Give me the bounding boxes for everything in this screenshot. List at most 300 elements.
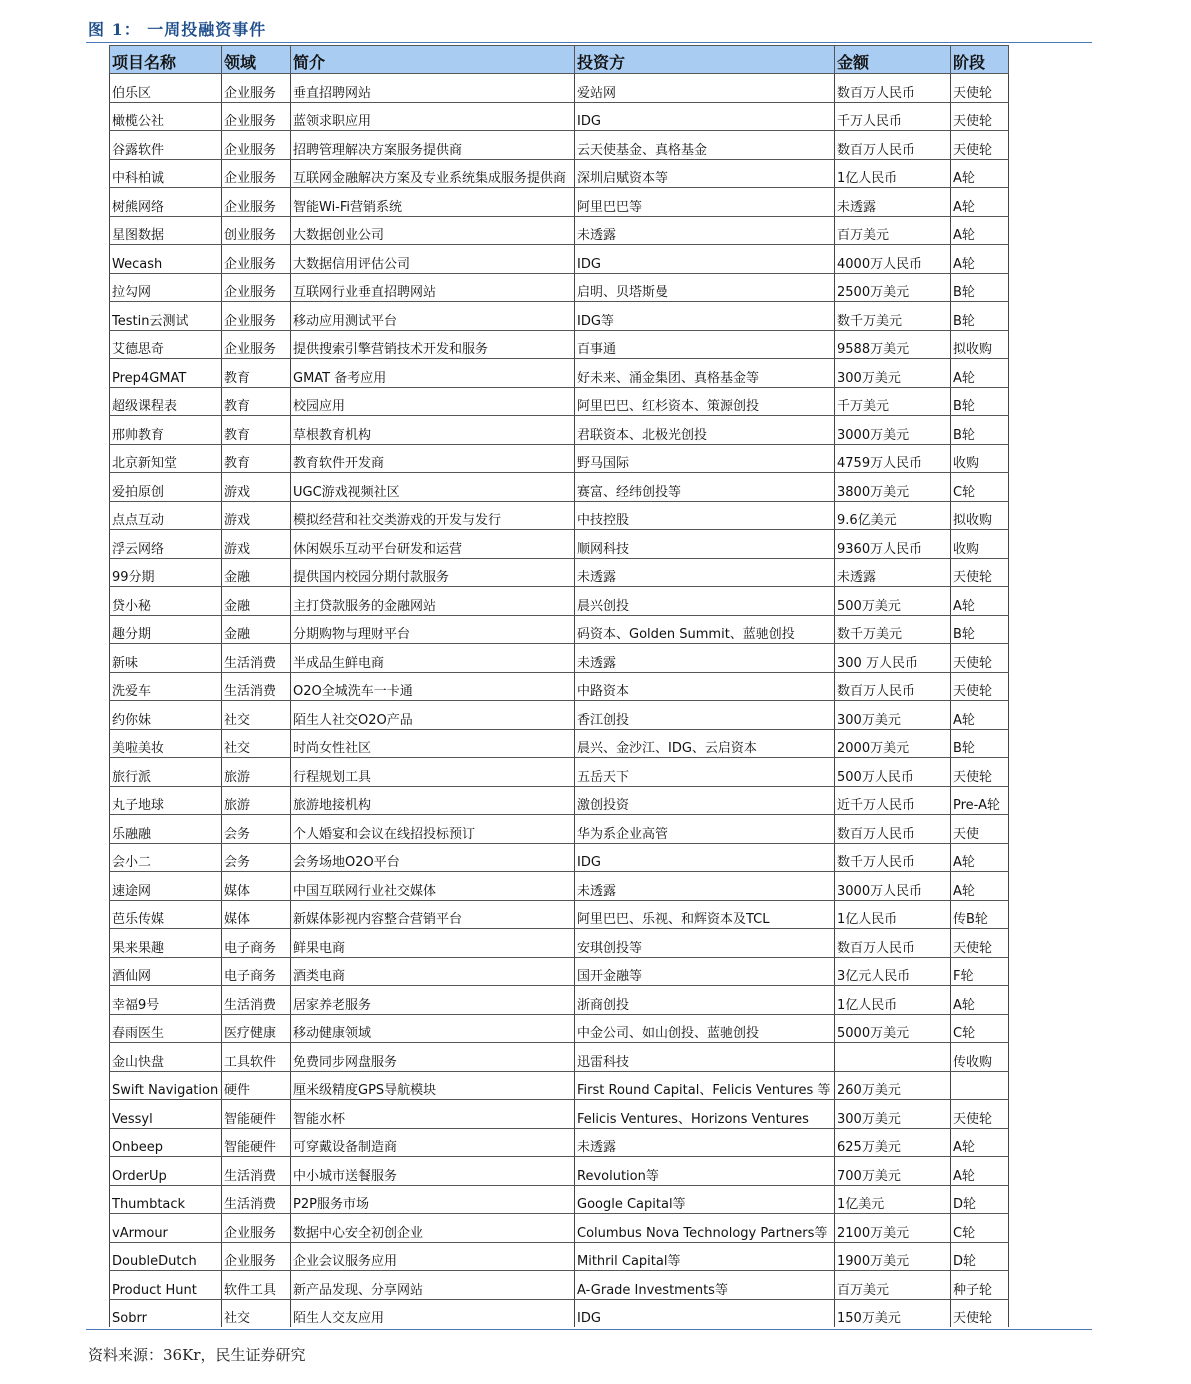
cell-stage: 收购 bbox=[951, 530, 1009, 559]
cell-amount: 1亿美元 bbox=[835, 1185, 951, 1214]
cell-amount: 2000万美元 bbox=[835, 729, 951, 758]
cell-stage: A轮 bbox=[951, 872, 1009, 901]
cell-stage: 天使轮 bbox=[951, 558, 1009, 587]
cell-description: 主打贷款服务的金融网站 bbox=[291, 587, 575, 616]
cell-field: 生活消费 bbox=[222, 986, 291, 1015]
header-amount: 金额 bbox=[835, 46, 951, 74]
cell-description: 数据中心安全初创企业 bbox=[291, 1214, 575, 1243]
cell-investors: 阿里巴巴、红杉资本、策源创投 bbox=[575, 387, 835, 416]
cell-project-name: Wecash bbox=[110, 245, 222, 274]
cell-project-name: 邢帅教育 bbox=[110, 416, 222, 445]
cell-investors: 百事通 bbox=[575, 330, 835, 359]
cell-description: 校园应用 bbox=[291, 387, 575, 416]
table-row bbox=[110, 1071, 1009, 1100]
cell-investors: 五岳天下 bbox=[575, 758, 835, 787]
cell-field: 媒体 bbox=[222, 900, 291, 929]
cell-stage: A轮 bbox=[951, 843, 1009, 872]
cell-investors: 爱站网 bbox=[575, 74, 835, 103]
cell-amount: 700万美元 bbox=[835, 1157, 951, 1186]
cell-description: 大数据信用评估公司 bbox=[291, 245, 575, 274]
cell-investors: Google Capital等 bbox=[575, 1185, 835, 1214]
cell-investors: 赛富、经纬创投等 bbox=[575, 473, 835, 502]
cell-field: 社交 bbox=[222, 1299, 291, 1327]
table-row bbox=[110, 587, 1009, 616]
cell-project-name: Vessyl bbox=[110, 1100, 222, 1129]
cell-description: P2P服务市场 bbox=[291, 1185, 575, 1214]
cell-description: 居家养老服务 bbox=[291, 986, 575, 1015]
table-row bbox=[110, 416, 1009, 445]
cell-project-name: 星图数据 bbox=[110, 216, 222, 245]
cell-project-name: Onbeep bbox=[110, 1128, 222, 1157]
cell-investors: 顺网科技 bbox=[575, 530, 835, 559]
table-row bbox=[110, 1299, 1009, 1327]
cell-amount: 1亿人民币 bbox=[835, 986, 951, 1015]
cell-stage: B轮 bbox=[951, 615, 1009, 644]
cell-field: 企业服务 bbox=[222, 302, 291, 331]
cell-project-name: 艾德思奇 bbox=[110, 330, 222, 359]
cell-amount: 千万美元 bbox=[835, 387, 951, 416]
table-row bbox=[110, 701, 1009, 730]
cell-investors: IDG bbox=[575, 102, 835, 131]
cell-amount: 未透露 bbox=[835, 188, 951, 217]
table-row bbox=[110, 672, 1009, 701]
cell-project-name: 谷露软件 bbox=[110, 131, 222, 160]
cell-field: 社交 bbox=[222, 701, 291, 730]
cell-stage: A轮 bbox=[951, 188, 1009, 217]
table-row bbox=[110, 273, 1009, 302]
bottom-rule bbox=[86, 1329, 1092, 1330]
cell-field: 生活消费 bbox=[222, 644, 291, 673]
investment-table bbox=[109, 45, 1009, 1327]
header-investors: 投资方 bbox=[575, 46, 835, 74]
table-row bbox=[110, 359, 1009, 388]
cell-project-name: 会小二 bbox=[110, 843, 222, 872]
cell-stage bbox=[951, 1071, 1009, 1100]
cell-description: 个人婚宴和会议在线招投标预订 bbox=[291, 815, 575, 844]
cell-description: 蓝领求职应用 bbox=[291, 102, 575, 131]
table-row bbox=[110, 216, 1009, 245]
cell-amount: 数千万美元 bbox=[835, 615, 951, 644]
table-row bbox=[110, 473, 1009, 502]
cell-investors: IDG bbox=[575, 843, 835, 872]
cell-amount: 1亿人民币 bbox=[835, 900, 951, 929]
cell-amount: 未透露 bbox=[835, 558, 951, 587]
table-row bbox=[110, 1128, 1009, 1157]
cell-amount: 数百万人民币 bbox=[835, 672, 951, 701]
figure-title: 图 1： 一周投融资事件 bbox=[88, 20, 267, 39]
header-description: 简介 bbox=[291, 46, 575, 74]
cell-project-name: 点点互动 bbox=[110, 501, 222, 530]
cell-project-name: Product Hunt bbox=[110, 1271, 222, 1300]
cell-stage: A轮 bbox=[951, 701, 1009, 730]
cell-investors: 香江创投 bbox=[575, 701, 835, 730]
cell-field: 企业服务 bbox=[222, 245, 291, 274]
cell-investors: 未透露 bbox=[575, 872, 835, 901]
cell-field: 企业服务 bbox=[222, 102, 291, 131]
cell-investors: 华为系企业高管 bbox=[575, 815, 835, 844]
cell-description: 时尚女性社区 bbox=[291, 729, 575, 758]
cell-investors: 未透露 bbox=[575, 1128, 835, 1157]
cell-description: 免费同步网盘服务 bbox=[291, 1043, 575, 1072]
cell-field: 旅游 bbox=[222, 758, 291, 787]
table-row bbox=[110, 188, 1009, 217]
cell-description: 招聘管理解决方案服务提供商 bbox=[291, 131, 575, 160]
cell-stage: C轮 bbox=[951, 473, 1009, 502]
table-header-row bbox=[110, 46, 1009, 74]
table-row bbox=[110, 102, 1009, 131]
cell-amount: 300万美元 bbox=[835, 701, 951, 730]
cell-field: 教育 bbox=[222, 444, 291, 473]
cell-stage: B轮 bbox=[951, 729, 1009, 758]
cell-amount: 数百万人民币 bbox=[835, 74, 951, 103]
cell-description: 酒类电商 bbox=[291, 957, 575, 986]
cell-field: 媒体 bbox=[222, 872, 291, 901]
cell-field: 生活消费 bbox=[222, 1185, 291, 1214]
table-row bbox=[110, 900, 1009, 929]
cell-field: 电子商务 bbox=[222, 957, 291, 986]
cell-amount: 数百万人民币 bbox=[835, 929, 951, 958]
cell-description: 会务场地O2O平台 bbox=[291, 843, 575, 872]
cell-amount: 近千万人民币 bbox=[835, 786, 951, 815]
table-row bbox=[110, 1043, 1009, 1072]
table-row bbox=[110, 444, 1009, 473]
cell-amount: 数千万美元 bbox=[835, 302, 951, 331]
table-row bbox=[110, 815, 1009, 844]
cell-stage: A轮 bbox=[951, 359, 1009, 388]
cell-field: 企业服务 bbox=[222, 74, 291, 103]
cell-investors: Revolution等 bbox=[575, 1157, 835, 1186]
cell-amount: 1亿人民币 bbox=[835, 159, 951, 188]
cell-amount: 300万美元 bbox=[835, 1100, 951, 1129]
cell-description: 互联网行业垂直招聘网站 bbox=[291, 273, 575, 302]
cell-project-name: Swift Navigation bbox=[110, 1071, 222, 1100]
cell-investors: 晨兴创投 bbox=[575, 587, 835, 616]
cell-project-name: 拉勾网 bbox=[110, 273, 222, 302]
table-row bbox=[110, 245, 1009, 274]
cell-description: GMAT 备考应用 bbox=[291, 359, 575, 388]
table-row bbox=[110, 1185, 1009, 1214]
cell-field: 企业服务 bbox=[222, 131, 291, 160]
cell-project-name: 超级课程表 bbox=[110, 387, 222, 416]
cell-project-name: 约你妹 bbox=[110, 701, 222, 730]
cell-field: 教育 bbox=[222, 359, 291, 388]
cell-stage: 天使轮 bbox=[951, 74, 1009, 103]
cell-project-name: 新味 bbox=[110, 644, 222, 673]
cell-stage: F轮 bbox=[951, 957, 1009, 986]
cell-field: 企业服务 bbox=[222, 1214, 291, 1243]
cell-project-name: 速途网 bbox=[110, 872, 222, 901]
cell-description: 提供搜索引擎营销技术开发和服务 bbox=[291, 330, 575, 359]
cell-field: 硬件 bbox=[222, 1071, 291, 1100]
cell-description: UGC游戏视频社区 bbox=[291, 473, 575, 502]
cell-stage: A轮 bbox=[951, 245, 1009, 274]
cell-amount: 9360万人民币 bbox=[835, 530, 951, 559]
cell-amount: 9.6亿美元 bbox=[835, 501, 951, 530]
cell-amount: 数千万人民币 bbox=[835, 843, 951, 872]
cell-investors: 阿里巴巴、乐视、和辉资本及TCL bbox=[575, 900, 835, 929]
cell-project-name: 趣分期 bbox=[110, 615, 222, 644]
cell-project-name: 乐融融 bbox=[110, 815, 222, 844]
cell-stage: 传B轮 bbox=[951, 900, 1009, 929]
cell-description: 休闲娱乐互动平台研发和运营 bbox=[291, 530, 575, 559]
cell-project-name: DoubleDutch bbox=[110, 1242, 222, 1271]
table-body bbox=[110, 74, 1009, 1328]
cell-investors: IDG bbox=[575, 1299, 835, 1327]
cell-project-name: 春雨医生 bbox=[110, 1014, 222, 1043]
cell-field: 教育 bbox=[222, 387, 291, 416]
cell-amount: 2500万美元 bbox=[835, 273, 951, 302]
table-row bbox=[110, 872, 1009, 901]
table-row bbox=[110, 929, 1009, 958]
cell-project-name: 爱拍原创 bbox=[110, 473, 222, 502]
cell-stage: 收购 bbox=[951, 444, 1009, 473]
top-rule bbox=[86, 42, 1092, 43]
cell-investors: 好未来、涌金集团、真格基金等 bbox=[575, 359, 835, 388]
cell-project-name: OrderUp bbox=[110, 1157, 222, 1186]
cell-description: 中国互联网行业社交媒体 bbox=[291, 872, 575, 901]
cell-investors: IDG等 bbox=[575, 302, 835, 331]
cell-investors: 码资本、Golden Summit、蓝驰创投 bbox=[575, 615, 835, 644]
cell-stage: C轮 bbox=[951, 1214, 1009, 1243]
table-row bbox=[110, 986, 1009, 1015]
cell-stage: C轮 bbox=[951, 1014, 1009, 1043]
cell-stage: 天使 bbox=[951, 815, 1009, 844]
cell-description: 半成品生鲜电商 bbox=[291, 644, 575, 673]
table-row bbox=[110, 74, 1009, 103]
cell-investors: Columbus Nova Technology Partners等 bbox=[575, 1214, 835, 1243]
cell-field: 生活消费 bbox=[222, 672, 291, 701]
cell-description: 陌生人交友应用 bbox=[291, 1299, 575, 1327]
table-row bbox=[110, 1214, 1009, 1243]
cell-investors: 浙商创投 bbox=[575, 986, 835, 1015]
cell-description: 厘米级精度GPS导航模块 bbox=[291, 1071, 575, 1100]
cell-description: 智能Wi-Fi营销系统 bbox=[291, 188, 575, 217]
cell-field: 游戏 bbox=[222, 501, 291, 530]
table-row bbox=[110, 159, 1009, 188]
cell-stage: 天使轮 bbox=[951, 1299, 1009, 1327]
cell-project-name: 洗爱车 bbox=[110, 672, 222, 701]
cell-field: 软件工具 bbox=[222, 1271, 291, 1300]
cell-stage: 天使轮 bbox=[951, 644, 1009, 673]
cell-project-name: Prep4GMAT bbox=[110, 359, 222, 388]
cell-field: 游戏 bbox=[222, 473, 291, 502]
table-row bbox=[110, 387, 1009, 416]
cell-investors: 迅雷科技 bbox=[575, 1043, 835, 1072]
cell-amount: 150万美元 bbox=[835, 1299, 951, 1327]
cell-amount: 百万美元 bbox=[835, 216, 951, 245]
table-row bbox=[110, 615, 1009, 644]
cell-stage: D轮 bbox=[951, 1242, 1009, 1271]
cell-investors: 启明、贝塔斯曼 bbox=[575, 273, 835, 302]
cell-description: 教育软件开发商 bbox=[291, 444, 575, 473]
cell-field: 企业服务 bbox=[222, 273, 291, 302]
cell-field: 会务 bbox=[222, 843, 291, 872]
cell-field: 企业服务 bbox=[222, 188, 291, 217]
cell-amount: 9588万美元 bbox=[835, 330, 951, 359]
cell-stage: 拟收购 bbox=[951, 501, 1009, 530]
cell-stage: B轮 bbox=[951, 416, 1009, 445]
cell-description: 移动应用测试平台 bbox=[291, 302, 575, 331]
cell-amount: 数百万人民币 bbox=[835, 131, 951, 160]
cell-description: 垂直招聘网站 bbox=[291, 74, 575, 103]
cell-field: 企业服务 bbox=[222, 159, 291, 188]
cell-field: 企业服务 bbox=[222, 330, 291, 359]
table-row bbox=[110, 786, 1009, 815]
cell-investors: 中金公司、如山创投、蓝驰创投 bbox=[575, 1014, 835, 1043]
cell-investors: 君联资本、北极光创投 bbox=[575, 416, 835, 445]
table-row bbox=[110, 530, 1009, 559]
cell-field: 教育 bbox=[222, 416, 291, 445]
cell-investors: 激创投资 bbox=[575, 786, 835, 815]
cell-project-name: 树熊网络 bbox=[110, 188, 222, 217]
cell-amount: 2100万美元 bbox=[835, 1214, 951, 1243]
cell-description: 企业会议服务应用 bbox=[291, 1242, 575, 1271]
cell-project-name: 果来果趣 bbox=[110, 929, 222, 958]
cell-investors: First Round Capital、Felicis Ventures 等 bbox=[575, 1071, 835, 1100]
table-row bbox=[110, 1100, 1009, 1129]
cell-stage: A轮 bbox=[951, 1128, 1009, 1157]
cell-amount: 3000万人民币 bbox=[835, 872, 951, 901]
cell-amount: 500万美元 bbox=[835, 587, 951, 616]
cell-investors: 未透露 bbox=[575, 644, 835, 673]
cell-project-name: 贷小秘 bbox=[110, 587, 222, 616]
table-row bbox=[110, 558, 1009, 587]
cell-description: 草根教育机构 bbox=[291, 416, 575, 445]
table-row bbox=[110, 644, 1009, 673]
cell-description: 分期购物与理财平台 bbox=[291, 615, 575, 644]
cell-stage: B轮 bbox=[951, 273, 1009, 302]
cell-stage: B轮 bbox=[951, 387, 1009, 416]
table-row bbox=[110, 1157, 1009, 1186]
cell-field: 金融 bbox=[222, 558, 291, 587]
cell-project-name: 金山快盘 bbox=[110, 1043, 222, 1072]
cell-amount: 300 万人民币 bbox=[835, 644, 951, 673]
cell-investors: IDG bbox=[575, 245, 835, 274]
cell-field: 金融 bbox=[222, 615, 291, 644]
header-stage: 阶段 bbox=[951, 46, 1009, 74]
cell-field: 旅游 bbox=[222, 786, 291, 815]
cell-description: 鲜果电商 bbox=[291, 929, 575, 958]
cell-project-name: Thumbtack bbox=[110, 1185, 222, 1214]
cell-project-name: 中科柏诚 bbox=[110, 159, 222, 188]
cell-description: 旅游地接机构 bbox=[291, 786, 575, 815]
cell-amount: 260万美元 bbox=[835, 1071, 951, 1100]
table-row bbox=[110, 131, 1009, 160]
cell-stage: B轮 bbox=[951, 302, 1009, 331]
cell-project-name: 伯乐区 bbox=[110, 74, 222, 103]
cell-description: 大数据创业公司 bbox=[291, 216, 575, 245]
cell-amount: 3800万美元 bbox=[835, 473, 951, 502]
cell-field: 工具软件 bbox=[222, 1043, 291, 1072]
cell-project-name: 美啦美妆 bbox=[110, 729, 222, 758]
cell-description: 行程规划工具 bbox=[291, 758, 575, 787]
cell-stage: Pre-A轮 bbox=[951, 786, 1009, 815]
cell-project-name: 橄榄公社 bbox=[110, 102, 222, 131]
cell-field: 创业服务 bbox=[222, 216, 291, 245]
cell-investors: 未透露 bbox=[575, 216, 835, 245]
cell-stage: A轮 bbox=[951, 159, 1009, 188]
cell-field: 会务 bbox=[222, 815, 291, 844]
cell-investors: 晨兴、金沙江、IDG、云启资本 bbox=[575, 729, 835, 758]
cell-stage: 天使轮 bbox=[951, 929, 1009, 958]
table-row bbox=[110, 758, 1009, 787]
cell-field: 金融 bbox=[222, 587, 291, 616]
cell-project-name: 酒仙网 bbox=[110, 957, 222, 986]
cell-amount: 625万美元 bbox=[835, 1128, 951, 1157]
cell-investors: 中路资本 bbox=[575, 672, 835, 701]
cell-stage: 传收购 bbox=[951, 1043, 1009, 1072]
table-row bbox=[110, 843, 1009, 872]
header-field: 领域 bbox=[222, 46, 291, 74]
cell-project-name: Sobrr bbox=[110, 1299, 222, 1327]
cell-field: 生活消费 bbox=[222, 1157, 291, 1186]
cell-stage: 天使轮 bbox=[951, 102, 1009, 131]
cell-amount: 300万美元 bbox=[835, 359, 951, 388]
cell-stage: 天使轮 bbox=[951, 1100, 1009, 1129]
cell-field: 游戏 bbox=[222, 530, 291, 559]
cell-amount: 数百万人民币 bbox=[835, 815, 951, 844]
cell-amount: 百万美元 bbox=[835, 1271, 951, 1300]
cell-stage: 拟收购 bbox=[951, 330, 1009, 359]
cell-description: 智能水杯 bbox=[291, 1100, 575, 1129]
cell-stage: D轮 bbox=[951, 1185, 1009, 1214]
cell-stage: 天使轮 bbox=[951, 131, 1009, 160]
cell-field: 企业服务 bbox=[222, 1242, 291, 1271]
cell-field: 智能硬件 bbox=[222, 1128, 291, 1157]
cell-investors: 深圳启赋资本等 bbox=[575, 159, 835, 188]
cell-amount: 千万人民币 bbox=[835, 102, 951, 131]
cell-field: 医疗健康 bbox=[222, 1014, 291, 1043]
cell-project-name: 99分期 bbox=[110, 558, 222, 587]
table-row bbox=[110, 1014, 1009, 1043]
cell-stage: A轮 bbox=[951, 587, 1009, 616]
cell-description: 新产品发现、分享网站 bbox=[291, 1271, 575, 1300]
cell-description: 互联网金融解决方案及专业系统集成服务提供商 bbox=[291, 159, 575, 188]
cell-description: O2O全城洗车一卡通 bbox=[291, 672, 575, 701]
cell-investors: Felicis Ventures、Horizons Ventures bbox=[575, 1100, 835, 1129]
cell-stage: 天使轮 bbox=[951, 758, 1009, 787]
table-row bbox=[110, 330, 1009, 359]
cell-amount: 5000万美元 bbox=[835, 1014, 951, 1043]
cell-description: 新媒体影视内容整合营销平台 bbox=[291, 900, 575, 929]
cell-description: 模拟经营和社交类游戏的开发与发行 bbox=[291, 501, 575, 530]
table-row bbox=[110, 957, 1009, 986]
table-row bbox=[110, 729, 1009, 758]
cell-investors: A-Grade Investments等 bbox=[575, 1271, 835, 1300]
cell-investors: 云天使基金、真格基金 bbox=[575, 131, 835, 160]
table-row bbox=[110, 302, 1009, 331]
cell-investors: 国开金融等 bbox=[575, 957, 835, 986]
table-row bbox=[110, 501, 1009, 530]
cell-description: 移动健康领域 bbox=[291, 1014, 575, 1043]
cell-investors: 未透露 bbox=[575, 558, 835, 587]
cell-stage: A轮 bbox=[951, 1157, 1009, 1186]
cell-investors: Mithril Capital等 bbox=[575, 1242, 835, 1271]
cell-description: 中小城市送餐服务 bbox=[291, 1157, 575, 1186]
cell-project-name: 浮云网络 bbox=[110, 530, 222, 559]
cell-amount: 4759万人民币 bbox=[835, 444, 951, 473]
table-row bbox=[110, 1271, 1009, 1300]
cell-amount: 1900万美元 bbox=[835, 1242, 951, 1271]
header-project-name: 项目名称 bbox=[110, 46, 222, 74]
cell-description: 提供国内校园分期付款服务 bbox=[291, 558, 575, 587]
cell-description: 可穿戴设备制造商 bbox=[291, 1128, 575, 1157]
cell-description: 陌生人社交O2O产品 bbox=[291, 701, 575, 730]
cell-stage: 种子轮 bbox=[951, 1271, 1009, 1300]
cell-project-name: Testin云测试 bbox=[110, 302, 222, 331]
cell-field: 社交 bbox=[222, 729, 291, 758]
cell-stage: A轮 bbox=[951, 216, 1009, 245]
